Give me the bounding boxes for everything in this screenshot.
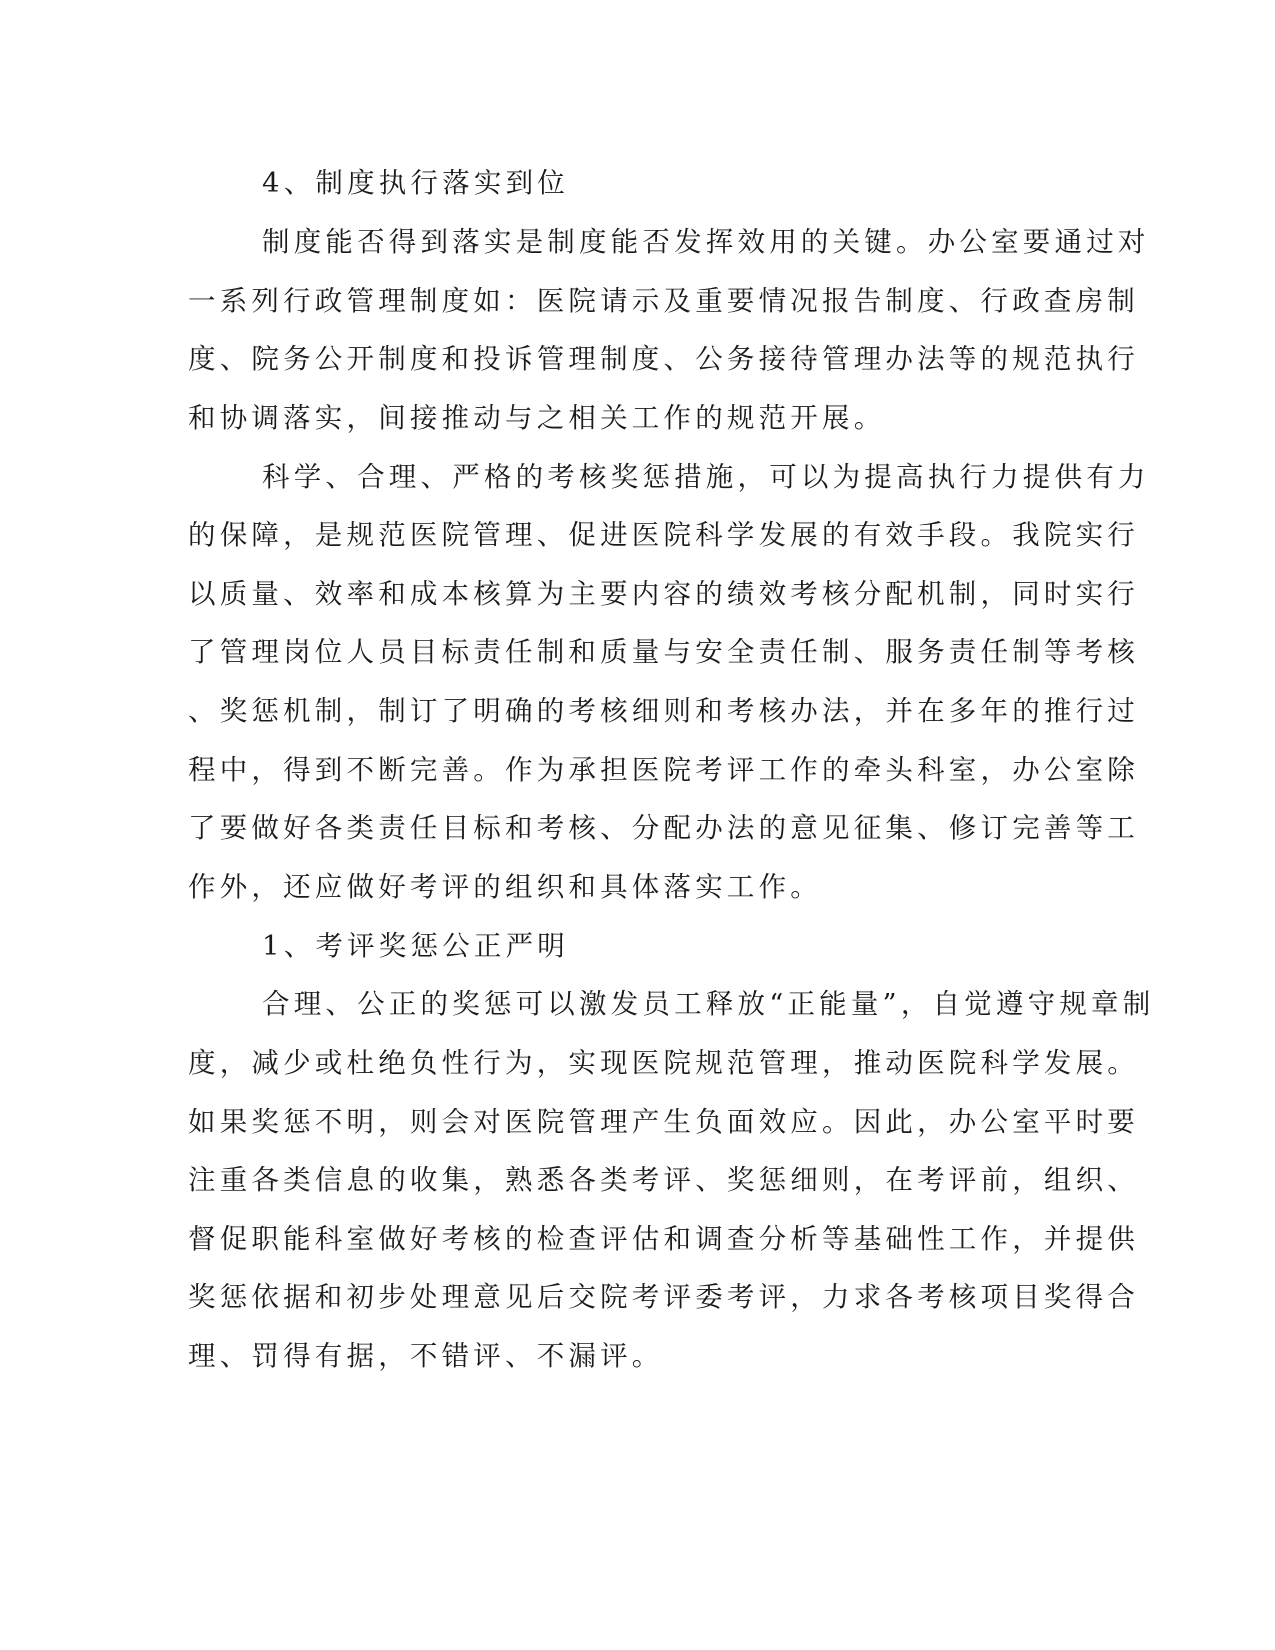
paragraph-line: 如果奖惩不明，则会对医院管理产生负面效应。因此，办公室平时要 [188, 1106, 1139, 1138]
paragraph-line: 了管理岗位人员目标责任制和质量与安全责任制、服务责任制等考核 [188, 636, 1139, 668]
paragraph-line: 的保障，是规范医院管理、促进医院科学发展的有效手段。我院实行 [188, 519, 1139, 551]
paragraph-line: 和协调落实，间接推动与之相关工作的规范开展。 [188, 402, 886, 434]
paragraph-line: 度、院务公开制度和投诉管理制度、公务接待管理办法等的规范执行 [188, 343, 1139, 375]
section-heading: 4、制度执行落实到位 [262, 167, 569, 199]
paragraph-line: 一系列行政管理制度如：医院请示及重要情况报告制度、行政查房制 [188, 285, 1139, 317]
paragraph-line: 、奖惩机制，制订了明确的考核细则和考核办法，并在多年的推行过 [188, 695, 1139, 727]
paragraph-line: 作外，还应做好考评的组织和具体落实工作。 [188, 871, 822, 903]
paragraph-line: 奖惩依据和初步处理意见后交院考评委考评，力求各考核项目奖得合 [188, 1281, 1139, 1313]
paragraph-line: 度，减少或杜绝负性行为，实现医院规范管理，推动医院科学发展。 [188, 1047, 1139, 1079]
section-heading: 1、考评奖惩公正严明 [262, 930, 569, 962]
paragraph-line: 制度能否得到落实是制度能否发挥效用的关键。办公室要通过对 [262, 226, 1150, 258]
paragraph-line: 注重各类信息的收集，熟悉各类考评、奖惩细则，在考评前，组织、 [188, 1164, 1139, 1196]
paragraph-line: 以质量、效率和成本核算为主要内容的绩效考核分配机制，同时实行 [188, 578, 1139, 610]
paragraph-line: 合理、公正的奖惩可以激发员工释放“正能量”，自觉遵守规章制 [262, 988, 1155, 1020]
paragraph-line: 程中，得到不断完善。作为承担医院考评工作的牵头科室，办公室除 [188, 754, 1139, 786]
paragraph-line: 理、罚得有据，不错评、不漏评。 [188, 1340, 664, 1372]
paragraph-line: 督促职能科室做好考核的检查评估和调查分析等基础性工作，并提供 [188, 1223, 1139, 1255]
paragraph-line: 了要做好各类责任目标和考核、分配办法的意见征集、修订完善等工 [188, 812, 1139, 844]
paragraph-line: 科学、合理、严格的考核奖惩措施，可以为提高执行力提供有力 [262, 461, 1150, 493]
